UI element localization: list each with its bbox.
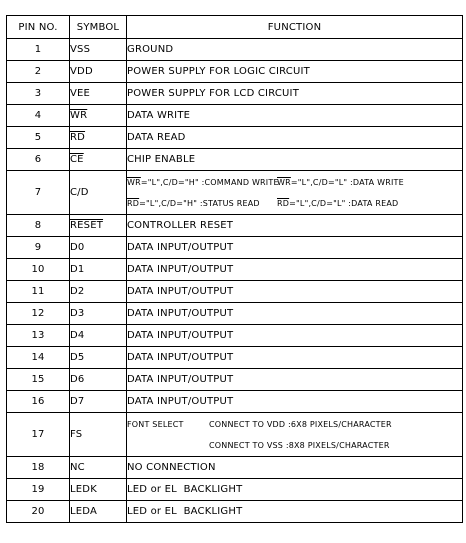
cd-line-2 — [127, 193, 462, 214]
table-row — [7, 369, 463, 391]
pin-number: 9 — [7, 237, 70, 259]
condition-text: ="L",C/D="L" :DATA WRITE — [290, 177, 404, 187]
condition-text: ="L",C/D="L" :DATA READ — [289, 198, 399, 208]
pin-symbol: D5 — [70, 347, 127, 369]
pin-number: 1 — [7, 39, 70, 61]
header-pin-no: PIN NO. — [7, 16, 70, 39]
pin-function: DATA WRITE — [127, 105, 463, 127]
pin-function: DATA INPUT/OUTPUT — [127, 281, 463, 303]
cd-data-write — [277, 172, 462, 193]
pin-function: DATA INPUT/OUTPUT — [127, 303, 463, 325]
pin-symbol: LEDA — [70, 501, 127, 523]
pin-number: 3 — [7, 83, 70, 105]
pin-function: DATA READ — [127, 127, 463, 149]
table-row — [7, 347, 463, 369]
table-row — [7, 303, 463, 325]
fs-vdd-option: CONNECT TO VDD :6X8 PIXELS/CHARACTER — [209, 419, 392, 429]
pin-function: DATA INPUT/OUTPUT — [127, 237, 463, 259]
pin-symbol: D2 — [70, 281, 127, 303]
pin-number: 14 — [7, 347, 70, 369]
pin-symbol: VEE — [70, 83, 127, 105]
table-row — [7, 83, 463, 105]
table-row — [7, 127, 463, 149]
condition-text: ="L",C/D="H" :STATUS READ — [139, 198, 260, 208]
pin-number: 8 — [7, 215, 70, 237]
cd-command-write — [127, 172, 277, 193]
pin-number: 10 — [7, 259, 70, 281]
condition-text: ="L",C/D="H" :COMMAND WRITE — [140, 177, 279, 187]
table-row — [7, 501, 463, 523]
pin-number: 4 — [7, 105, 70, 127]
pin-symbol: NC — [70, 457, 127, 479]
pin-number: 17 — [7, 413, 70, 457]
pin-function: CONTROLLER RESET — [127, 215, 463, 237]
pin-symbol: C/D — [70, 171, 127, 215]
pin-function: NO CONNECTION — [127, 457, 463, 479]
pin-symbol: D6 — [70, 369, 127, 391]
pin-function: LED or EL BACKLIGHT — [127, 479, 463, 501]
pin-function: DATA INPUT/OUTPUT — [127, 369, 463, 391]
table-row — [7, 149, 463, 171]
pin-number: 18 — [7, 457, 70, 479]
table-row — [7, 457, 463, 479]
pin-function: GROUND — [127, 39, 463, 61]
table-row — [7, 479, 463, 501]
pin-number: 7 — [7, 171, 70, 215]
signal-rd: $\overline{RD}$ — [277, 198, 290, 208]
pin-symbol: VDD — [70, 61, 127, 83]
pin-number: 20 — [7, 501, 70, 523]
table-row — [7, 61, 463, 83]
table-header-row — [7, 16, 463, 39]
font-select-label: FONT SELECT — [127, 419, 184, 429]
table-row — [7, 281, 463, 303]
active-low-symbol: $\overline{WR}$ — [70, 110, 88, 121]
pin-function: DATA INPUT/OUTPUT — [127, 325, 463, 347]
pin-symbol: FS — [70, 413, 127, 457]
header-function: FUNCTION — [127, 16, 463, 39]
pin-number: 6 — [7, 149, 70, 171]
pin-function: DATA INPUT/OUTPUT — [127, 347, 463, 369]
pin-symbol: D3 — [70, 303, 127, 325]
cd-status-read — [127, 193, 277, 214]
pin-number: 11 — [7, 281, 70, 303]
table-row — [7, 259, 463, 281]
pin-symbol: D1 — [70, 259, 127, 281]
pin-function: POWER SUPPLY FOR LOGIC CIRCUIT — [127, 61, 463, 83]
pin-symbol — [70, 149, 127, 171]
table-row — [7, 413, 463, 457]
table-row — [7, 325, 463, 347]
pin-function: POWER SUPPLY FOR LCD CIRCUIT — [127, 83, 463, 105]
pin-number: 13 — [7, 325, 70, 347]
table-row — [7, 171, 463, 215]
pin-symbol — [70, 215, 127, 237]
table-row — [7, 391, 463, 413]
signal-wr: $\overline{WR}$ — [127, 177, 141, 187]
pin-symbol: D4 — [70, 325, 127, 347]
pin-function: CHIP ENABLE — [127, 149, 463, 171]
pin-number: 16 — [7, 391, 70, 413]
table-row — [7, 237, 463, 259]
pin-number: 15 — [7, 369, 70, 391]
header-symbol: SYMBOL — [70, 16, 127, 39]
pin-symbol — [70, 105, 127, 127]
pin-function: LED or EL BACKLIGHT — [127, 501, 463, 523]
pin-number: 12 — [7, 303, 70, 325]
pin-number: 19 — [7, 479, 70, 501]
pin-function-table — [6, 15, 463, 523]
pin-symbol: LEDK — [70, 479, 127, 501]
pin-function: DATA INPUT/OUTPUT — [127, 259, 463, 281]
cd-line-1 — [127, 172, 462, 193]
pin-symbol: D0 — [70, 237, 127, 259]
pin-function-cd — [127, 171, 463, 215]
pin-number: 2 — [7, 61, 70, 83]
pin-function: DATA INPUT/OUTPUT — [127, 391, 463, 413]
signal-rd: $\overline{RD}$ — [127, 198, 140, 208]
pin-number: 5 — [7, 127, 70, 149]
table-row — [7, 215, 463, 237]
table-row — [7, 39, 463, 61]
pin-function-fs — [127, 413, 463, 457]
active-low-symbol: $\overline{RD}$ — [70, 132, 86, 143]
pin-symbol: D7 — [70, 391, 127, 413]
active-low-symbol: $\overline{CE}$ — [70, 154, 84, 165]
signal-wr: $\overline{WR}$ — [277, 177, 291, 187]
cd-data-read — [277, 193, 462, 214]
fs-line-2 — [127, 435, 462, 456]
active-low-symbol: RESET — [70, 220, 104, 231]
fs-line-1 — [127, 414, 462, 435]
pin-symbol: VSS — [70, 39, 127, 61]
table-row — [7, 105, 463, 127]
pin-symbol — [70, 127, 127, 149]
fs-vss-option: CONNECT TO VSS :8X8 PIXELS/CHARACTER — [209, 440, 390, 450]
